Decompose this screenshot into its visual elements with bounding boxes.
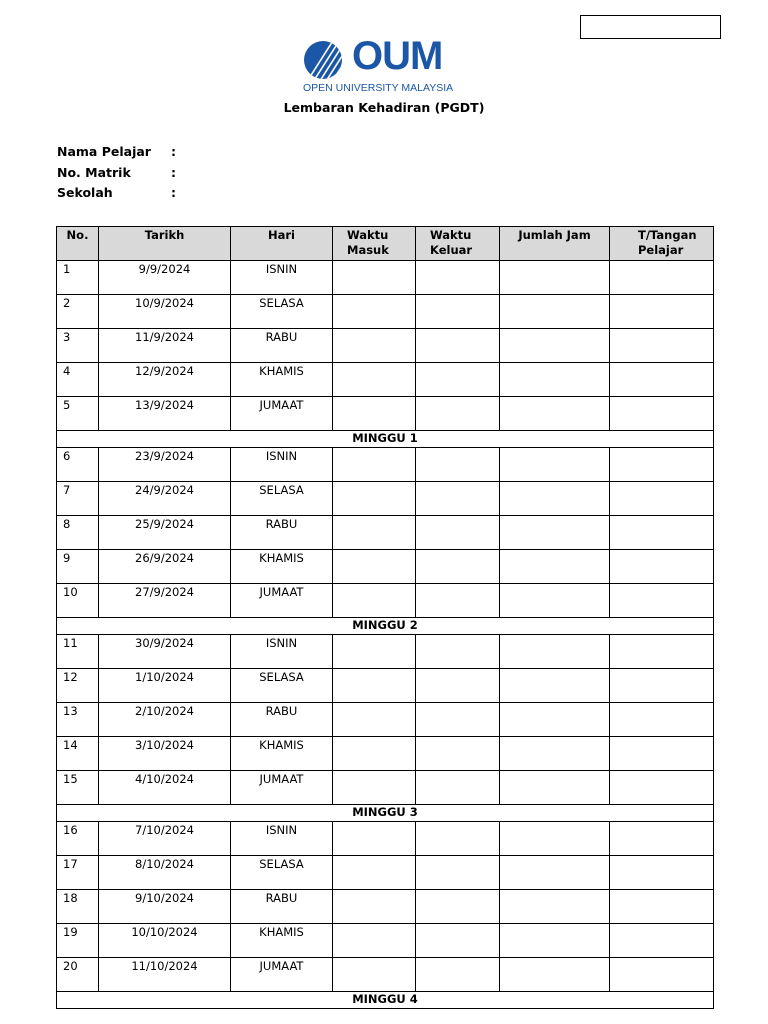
cell-hari: JUMAAT xyxy=(231,771,333,805)
cell-tandatangan[interactable] xyxy=(610,669,714,703)
cell-no: 3 xyxy=(57,329,99,363)
top-right-box xyxy=(580,15,721,39)
table-row xyxy=(57,550,714,584)
cell-waktu-masuk[interactable] xyxy=(333,550,416,584)
cell-waktu-masuk[interactable] xyxy=(333,448,416,482)
cell-tandatangan[interactable] xyxy=(610,924,714,958)
cell-waktu-masuk[interactable] xyxy=(333,584,416,618)
cell-tandatangan[interactable] xyxy=(610,516,714,550)
attendance-table xyxy=(56,226,714,1009)
cell-jumlah-jam[interactable] xyxy=(500,771,610,805)
cell-hari: KHAMIS xyxy=(231,363,333,397)
cell-waktu-keluar[interactable] xyxy=(416,669,500,703)
oum-logo xyxy=(302,34,472,96)
cell-hari: JUMAAT xyxy=(231,958,333,992)
cell-waktu-keluar[interactable] xyxy=(416,771,500,805)
cell-hari: RABU xyxy=(231,329,333,363)
cell-no: 16 xyxy=(57,822,99,856)
info-label: Nama Pelajar xyxy=(57,144,151,159)
cell-no: 14 xyxy=(57,737,99,771)
cell-no: 19 xyxy=(57,924,99,958)
cell-waktu-masuk[interactable] xyxy=(333,363,416,397)
table-row xyxy=(57,924,714,958)
cell-waktu-keluar[interactable] xyxy=(416,516,500,550)
cell-tarikh: 26/9/2024 xyxy=(99,550,231,584)
week-label: MINGGU 3 xyxy=(57,805,714,822)
cell-tarikh: 25/9/2024 xyxy=(99,516,231,550)
table-row xyxy=(57,737,714,771)
cell-tarikh: 12/9/2024 xyxy=(99,363,231,397)
week-separator-row xyxy=(57,618,714,635)
cell-no: 1 xyxy=(57,261,99,295)
cell-tarikh: 2/10/2024 xyxy=(99,703,231,737)
cell-jumlah-jam[interactable] xyxy=(500,550,610,584)
cell-waktu-keluar[interactable] xyxy=(416,584,500,618)
cell-waktu-masuk[interactable] xyxy=(333,295,416,329)
week-separator-row xyxy=(57,431,714,448)
cell-waktu-masuk[interactable] xyxy=(333,958,416,992)
table-row xyxy=(57,295,714,329)
column-header-hari: Hari xyxy=(231,227,333,261)
cell-no: 18 xyxy=(57,890,99,924)
cell-jumlah-jam[interactable] xyxy=(500,737,610,771)
cell-hari: JUMAAT xyxy=(231,584,333,618)
column-header-no: No. xyxy=(57,227,99,261)
logo-subtitle: OPEN UNIVERSITY MALAYSIA xyxy=(303,82,454,94)
cell-waktu-masuk[interactable] xyxy=(333,703,416,737)
column-header-tarikh: Tarikh xyxy=(99,227,231,261)
cell-jumlah-jam[interactable] xyxy=(500,822,610,856)
cell-hari: ISNIN xyxy=(231,822,333,856)
cell-tandatangan[interactable] xyxy=(610,363,714,397)
cell-waktu-keluar[interactable] xyxy=(416,261,500,295)
cell-hari: KHAMIS xyxy=(231,550,333,584)
cell-jumlah-jam[interactable] xyxy=(500,363,610,397)
week-label: MINGGU 4 xyxy=(57,992,714,1009)
cell-no: 8 xyxy=(57,516,99,550)
table-row xyxy=(57,856,714,890)
cell-no: 7 xyxy=(57,482,99,516)
cell-waktu-masuk[interactable] xyxy=(333,516,416,550)
cell-waktu-masuk[interactable] xyxy=(333,822,416,856)
cell-tandatangan[interactable] xyxy=(610,482,714,516)
cell-tarikh: 13/9/2024 xyxy=(99,397,231,431)
table-row xyxy=(57,329,714,363)
cell-tandatangan[interactable] xyxy=(610,890,714,924)
table-row xyxy=(57,703,714,737)
cell-waktu-masuk[interactable] xyxy=(333,261,416,295)
cell-jumlah-jam[interactable] xyxy=(500,635,610,669)
cell-tarikh: 11/10/2024 xyxy=(99,958,231,992)
cell-waktu-masuk[interactable] xyxy=(333,924,416,958)
cell-waktu-keluar[interactable] xyxy=(416,856,500,890)
cell-tarikh: 9/10/2024 xyxy=(99,890,231,924)
cell-tarikh: 3/10/2024 xyxy=(99,737,231,771)
table-row xyxy=(57,261,714,295)
cell-tandatangan[interactable] xyxy=(610,261,714,295)
cell-jumlah-jam[interactable] xyxy=(500,448,610,482)
cell-waktu-keluar[interactable] xyxy=(416,822,500,856)
cell-waktu-keluar[interactable] xyxy=(416,924,500,958)
cell-waktu-keluar[interactable] xyxy=(416,703,500,737)
cell-no: 13 xyxy=(57,703,99,737)
cell-waktu-masuk[interactable] xyxy=(333,669,416,703)
cell-hari: ISNIN xyxy=(231,635,333,669)
table-row xyxy=(57,363,714,397)
table-row xyxy=(57,771,714,805)
cell-tarikh: 10/10/2024 xyxy=(99,924,231,958)
cell-hari: KHAMIS xyxy=(231,737,333,771)
oum-globe-icon xyxy=(302,40,348,80)
column-header-waktu-keluar: Waktu Keluar xyxy=(416,227,500,261)
info-colon: : xyxy=(171,164,176,180)
cell-waktu-keluar[interactable] xyxy=(416,958,500,992)
table-row xyxy=(57,482,714,516)
cell-no: 5 xyxy=(57,397,99,431)
cell-hari: SELASA xyxy=(231,295,333,329)
cell-tarikh: 11/9/2024 xyxy=(99,329,231,363)
column-header-waktu-masuk: Waktu Masuk xyxy=(333,227,416,261)
cell-jumlah-jam[interactable] xyxy=(500,958,610,992)
cell-jumlah-jam[interactable] xyxy=(500,856,610,890)
cell-waktu-masuk[interactable] xyxy=(333,397,416,431)
cell-waktu-keluar[interactable] xyxy=(416,295,500,329)
logo-wordmark: OUM xyxy=(352,34,443,78)
cell-jumlah-jam[interactable] xyxy=(500,482,610,516)
cell-no: 11 xyxy=(57,635,99,669)
cell-tarikh: 10/9/2024 xyxy=(99,295,231,329)
cell-waktu-keluar[interactable] xyxy=(416,448,500,482)
table-row xyxy=(57,584,714,618)
cell-tarikh: 7/10/2024 xyxy=(99,822,231,856)
cell-jumlah-jam[interactable] xyxy=(500,516,610,550)
cell-tarikh: 1/10/2024 xyxy=(99,669,231,703)
cell-tandatangan[interactable] xyxy=(610,397,714,431)
column-header-tandatangan: T/Tangan Pelajar xyxy=(610,227,714,261)
cell-no: 4 xyxy=(57,363,99,397)
cell-tandatangan[interactable] xyxy=(610,584,714,618)
attendance-table-body xyxy=(57,261,714,1009)
cell-no: 17 xyxy=(57,856,99,890)
week-label: MINGGU 2 xyxy=(57,618,714,635)
cell-tarikh: 8/10/2024 xyxy=(99,856,231,890)
cell-no: 2 xyxy=(57,295,99,329)
cell-tandatangan[interactable] xyxy=(610,329,714,363)
cell-waktu-keluar[interactable] xyxy=(416,482,500,516)
cell-jumlah-jam[interactable] xyxy=(500,329,610,363)
table-row xyxy=(57,516,714,550)
table-row xyxy=(57,890,714,924)
info-colon: : xyxy=(171,144,176,159)
table-row xyxy=(57,958,714,992)
cell-tarikh: 27/9/2024 xyxy=(99,584,231,618)
cell-hari: JUMAAT xyxy=(231,397,333,431)
week-separator-row xyxy=(57,805,714,822)
cell-waktu-masuk[interactable] xyxy=(333,329,416,363)
cell-tandatangan[interactable] xyxy=(610,737,714,771)
cell-tarikh: 30/9/2024 xyxy=(99,635,231,669)
cell-jumlah-jam[interactable] xyxy=(500,295,610,329)
cell-jumlah-jam[interactable] xyxy=(500,924,610,958)
document-title: Lembaran Kehadiran (PGDT) xyxy=(283,100,485,115)
cell-waktu-masuk[interactable] xyxy=(333,856,416,890)
cell-jumlah-jam[interactable] xyxy=(500,397,610,431)
cell-no: 6 xyxy=(57,448,99,482)
cell-waktu-masuk[interactable] xyxy=(333,771,416,805)
cell-tarikh: 9/9/2024 xyxy=(99,261,231,295)
cell-no: 15 xyxy=(57,771,99,805)
table-header-row xyxy=(57,227,714,261)
cell-waktu-keluar[interactable] xyxy=(416,329,500,363)
cell-hari: RABU xyxy=(231,516,333,550)
cell-waktu-keluar[interactable] xyxy=(416,363,500,397)
cell-tandatangan[interactable] xyxy=(610,958,714,992)
cell-tarikh: 24/9/2024 xyxy=(99,482,231,516)
cell-tandatangan[interactable] xyxy=(610,635,714,669)
cell-tandatangan[interactable] xyxy=(610,703,714,737)
cell-no: 12 xyxy=(57,669,99,703)
info-label: No. Matrik xyxy=(57,164,131,180)
table-row xyxy=(57,635,714,669)
cell-tandatangan[interactable] xyxy=(610,295,714,329)
cell-waktu-keluar[interactable] xyxy=(416,397,500,431)
cell-waktu-masuk[interactable] xyxy=(333,890,416,924)
cell-tarikh: 4/10/2024 xyxy=(99,771,231,805)
cell-tandatangan[interactable] xyxy=(610,448,714,482)
table-row xyxy=(57,669,714,703)
cell-no: 20 xyxy=(57,958,99,992)
cell-jumlah-jam[interactable] xyxy=(500,890,610,924)
cell-hari: SELASA xyxy=(231,669,333,703)
cell-jumlah-jam[interactable] xyxy=(500,669,610,703)
cell-waktu-keluar[interactable] xyxy=(416,737,500,771)
cell-waktu-keluar[interactable] xyxy=(416,635,500,669)
cell-tandatangan[interactable] xyxy=(610,856,714,890)
cell-jumlah-jam[interactable] xyxy=(500,703,610,737)
week-label: MINGGU 1 xyxy=(57,431,714,448)
cell-hari: KHAMIS xyxy=(231,924,333,958)
cell-hari: ISNIN xyxy=(231,261,333,295)
info-colon: : xyxy=(171,185,176,200)
week-separator-row xyxy=(57,992,714,1009)
cell-waktu-keluar[interactable] xyxy=(416,550,500,584)
cell-waktu-keluar[interactable] xyxy=(416,890,500,924)
cell-waktu-masuk[interactable] xyxy=(333,635,416,669)
table-row xyxy=(57,397,714,431)
cell-hari: SELASA xyxy=(231,482,333,516)
cell-no: 9 xyxy=(57,550,99,584)
cell-tandatangan[interactable] xyxy=(610,771,714,805)
cell-hari: SELASA xyxy=(231,856,333,890)
cell-tandatangan[interactable] xyxy=(610,822,714,856)
cell-jumlah-jam[interactable] xyxy=(500,584,610,618)
cell-no: 10 xyxy=(57,584,99,618)
cell-jumlah-jam[interactable] xyxy=(500,261,610,295)
cell-waktu-masuk[interactable] xyxy=(333,482,416,516)
cell-tarikh: 23/9/2024 xyxy=(99,448,231,482)
cell-tandatangan[interactable] xyxy=(610,550,714,584)
info-label: Sekolah xyxy=(57,185,113,200)
table-row xyxy=(57,822,714,856)
cell-hari: ISNIN xyxy=(231,448,333,482)
cell-waktu-masuk[interactable] xyxy=(333,737,416,771)
cell-hari: RABU xyxy=(231,890,333,924)
table-row xyxy=(57,448,714,482)
column-header-jumlah-jam: Jumlah Jam xyxy=(500,227,610,261)
cell-hari: RABU xyxy=(231,703,333,737)
